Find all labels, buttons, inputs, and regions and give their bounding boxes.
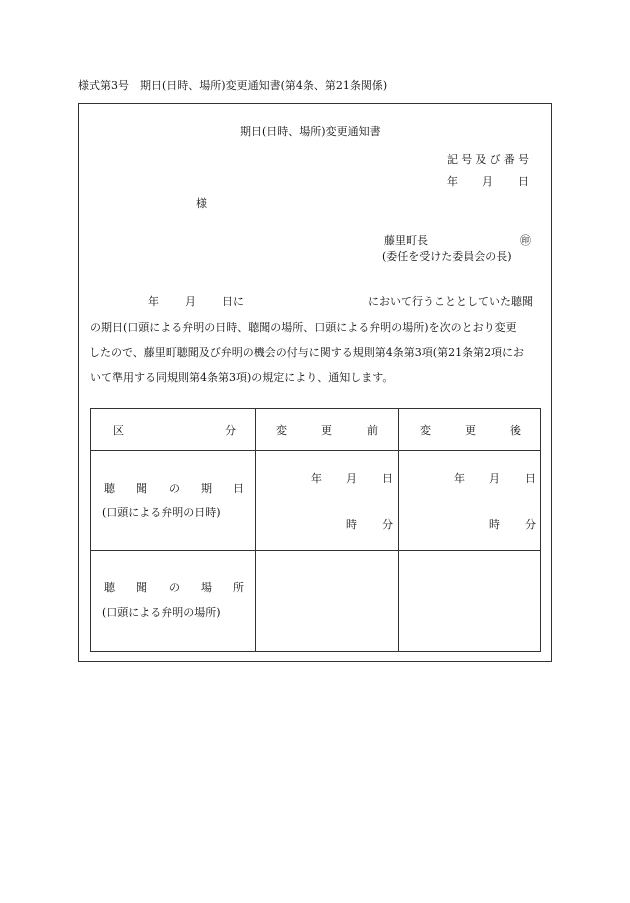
header-after-char: 更: [465, 424, 476, 437]
ref-char: 記: [447, 153, 458, 166]
body-year: 年: [148, 295, 159, 308]
document-title: 期日(日時、場所)変更通知書: [240, 125, 381, 138]
row-label-char: 期: [201, 482, 212, 495]
row-label-char: 聴: [104, 581, 115, 594]
ref-char: び: [489, 153, 501, 166]
ref-char: 号: [517, 153, 529, 166]
sender-note: (委任を受けた委員会の長): [382, 250, 512, 263]
ref-char: 号: [461, 153, 473, 166]
row-label-char: 聞: [136, 581, 147, 594]
row-label-char: の: [169, 581, 180, 594]
before-day-label: 日: [382, 472, 393, 485]
row-label-char: の: [169, 482, 180, 495]
after-month-label: 月: [489, 472, 500, 485]
header-before-char: 変: [276, 424, 287, 437]
before-hour-label: 時: [346, 518, 357, 531]
table-header-row: [91, 409, 541, 451]
after-minute-label: 分: [525, 518, 536, 531]
body-line3: したので、藤里町聴聞及び弁明の機会の付与に関する規則第4条第3項(第21条第2項にお: [89, 346, 525, 359]
date-year-label: 年: [447, 175, 458, 188]
header-kubun: [91, 409, 256, 451]
header-after: [399, 409, 541, 451]
ref-char: 番: [503, 153, 515, 166]
before-month-label: 月: [346, 472, 357, 485]
recipient-suffix: 様: [196, 197, 207, 210]
after-day-label: 日: [525, 472, 536, 485]
form-label: 様式第3号 期日(日時、場所)変更通知書(第4条、第21条関係): [78, 79, 388, 92]
after-year-label: 年: [454, 472, 465, 485]
body-line1-rest: において行うこととしていた聴聞: [368, 295, 533, 308]
body-line4: いて準用する同規則第4条第3項)の規定により、通知します。: [90, 371, 394, 384]
row-label-char: 聞: [136, 482, 147, 495]
before-minute-label: 分: [382, 518, 393, 531]
row-label-char: 所: [233, 581, 244, 594]
row-label-date: [91, 451, 256, 551]
before-date-cell: [256, 451, 399, 551]
row-label-char: 聴: [104, 482, 115, 495]
header-before-char: 前: [367, 424, 378, 437]
change-table: [90, 408, 541, 652]
row-label-char: 日: [233, 482, 244, 495]
row-sublabel: (口頭による弁明の場所): [102, 606, 221, 619]
after-place-cell: [399, 551, 541, 652]
before-place-cell: [256, 551, 399, 652]
body-line2: の期日(口頭による弁明の日時、聴聞の場所、口頭による弁明の場所)を次のとおり変更: [90, 321, 517, 334]
table-row: [91, 551, 541, 652]
header-kubun-char: 区: [113, 424, 124, 437]
table-row: [91, 451, 541, 551]
row-sublabel: (口頭による弁明の日時): [102, 506, 221, 519]
row-label-place: [91, 551, 256, 652]
header-before: [256, 409, 399, 451]
body-month: 月: [185, 295, 196, 308]
header-before-char: 更: [321, 424, 332, 437]
date-month-label: 月: [482, 175, 493, 188]
seal-mark: ㊞: [520, 234, 531, 247]
header-kubun-char: 分: [225, 424, 236, 437]
header-after-char: 後: [510, 424, 521, 437]
ref-char: 及: [475, 153, 487, 166]
after-hour-label: 時: [489, 518, 500, 531]
reference-number-label: [447, 154, 529, 165]
sender-title: 藤里町長: [384, 234, 428, 247]
body-day: 日に: [222, 295, 244, 308]
row-label-char: 場: [201, 581, 212, 594]
date-day-label: 日: [518, 175, 529, 188]
before-year-label: 年: [311, 472, 322, 485]
header-after-char: 変: [420, 424, 431, 437]
after-date-cell: [399, 451, 541, 551]
